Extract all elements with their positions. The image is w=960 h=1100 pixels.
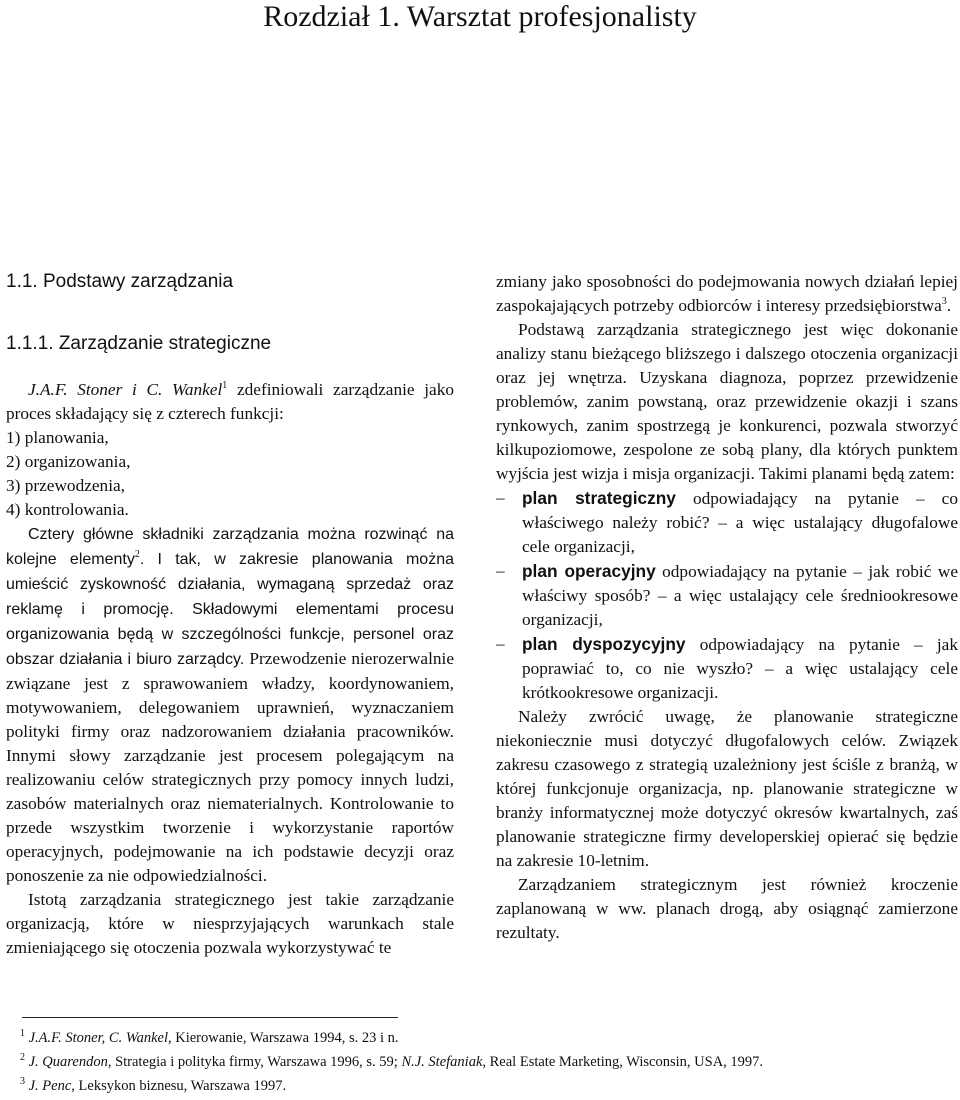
function-item: 1) planowania, xyxy=(6,428,109,447)
footnote-ref-2[interactable]: 2 xyxy=(134,549,140,561)
footnote-2 xyxy=(20,1050,950,1074)
plan-item xyxy=(496,486,958,559)
authors-stoner-wankel: J.A.F. Stoner i C. Wankel xyxy=(28,380,223,399)
footnote-text: , Leksykon biznesu, Warszawa 1997. xyxy=(71,1078,287,1094)
plan-term: plan dyspozycyjny xyxy=(522,634,686,654)
footnote-text-second: , Real Estate Marketing, Wisconsin, USA, 1997. xyxy=(482,1054,764,1070)
dash-marker: – xyxy=(496,561,505,580)
footnote-author: J. Penc xyxy=(28,1078,72,1094)
plan-description: odpowiadający na pytanie – jak robić we właściwy sposób? – a więc ustalający cele średniookresowe organizacji, xyxy=(522,562,959,629)
footnote-author: J. Quarendon xyxy=(28,1054,108,1070)
footnote-author: J.A.F. Stoner, C. Wankel xyxy=(28,1030,168,1046)
plan-description: odpowiadający na pytanie – jak poprawiać to, co nie wyszło? – a więc ustalający cele krótkookresowe organizacji. xyxy=(522,635,958,702)
footnote-ref-3[interactable]: 3 xyxy=(941,296,947,308)
footnote-author-second: N.J. Stefaniak xyxy=(401,1054,483,1070)
footnote-text: , Strategia i polityka firmy, Warszawa 1996, s. 59; xyxy=(107,1054,402,1070)
paragraph-continuation xyxy=(496,270,958,318)
paragraph-continuation-end: . xyxy=(946,296,952,315)
plan-term: plan strategiczny xyxy=(522,488,676,508)
function-item: 4) kontrolowania. xyxy=(6,500,129,519)
footnote-number: 1 xyxy=(20,1028,25,1040)
paragraph-continuation-text: zmiany jako sposobności do podejmowania nowych działań lepiej zaspokajających potrzeby odbiorców i interesy przedsiębiorstwa xyxy=(496,272,958,315)
footnote-divider xyxy=(22,1017,398,1018)
footnote-text: , Kierowanie, Warszawa 1994, s. 23 i n. xyxy=(167,1030,399,1046)
dash-marker: – xyxy=(496,488,505,507)
footnote-3 xyxy=(20,1074,950,1098)
paragraph-definition-text: zdefiniowali zarządzanie jako proces składający się z czterech funkcji: xyxy=(6,380,455,423)
paragraph-essence: Istotą zarządzania strategicznego jest takie zarządzanie organizacją, które w niesprzyjających warunkach stale zmieniającego się otoczenia pozwala wykorzystywać te xyxy=(6,890,454,957)
footnote-1 xyxy=(20,1026,950,1050)
plan-item xyxy=(496,632,958,705)
paragraph-components-text: Cztery główne składniki zarządzania można rozwinąć na kolejne elementy xyxy=(6,526,454,568)
dash-marker: – xyxy=(496,634,505,653)
paragraph-components xyxy=(6,522,454,888)
plan-term: plan operacyjny xyxy=(522,561,656,581)
footnote-number: 2 xyxy=(20,1052,25,1064)
subsection-heading: 1.1.1. Zarządzanie strategiczne xyxy=(6,333,272,354)
left-column xyxy=(6,270,454,960)
paragraph-components-serif: Przewodzenie nierozerwalnie związane jest z sprawowaniem władzy, koordynowaniem, motywowaniem, delegowaniem uprawnień, wyznaczaniem polityki firmy oraz nadzorowaniem działania pracowników. Innymi słowy zarządzanie jest procesem polegającym na realizowaniu celów strategicznych przy pomocy innych ludzi, zasobów materialnych oraz niematerialnych. Kontrolowanie to przede wszystkim tworzenie i wykorzystanie raportów operacyjnych, podejmowanie na ich podstawie decyzji oraz ponoszenie za nie odpowiedzialności. xyxy=(6,649,455,885)
function-item: 3) przewodzenia, xyxy=(6,476,125,495)
footnote-ref-1[interactable]: 1 xyxy=(222,380,228,392)
paragraph-note: Należy zwrócić uwagę, że planowanie strategiczne niekoniecznie musi dotyczyć długofalowych celów. Związek zakresu czasowego z strategią uzależniony jest ściśle z branżą, w której funkcjonuje organizacja, np. planowanie strategiczne w branży informatycznej może dotyczyć okresów kwartalnych, zaś planowanie strategiczne firmy developerskiej opierać się będzie na zakresie 10-letnim. xyxy=(496,707,958,870)
paragraph-components-rest: . I tak, w zakresie planowania można umieścić zyskowność działania, wymaganą sprzedaż oraz reklamę i promocję. Składowymi elementami procesu organizowania będą w szczególności funkcje, personel oraz obszar działania i biuro zarządcy. xyxy=(6,551,454,668)
footnotes xyxy=(20,1026,950,1098)
function-item: 2) organizowania, xyxy=(6,452,131,471)
plan-description: odpowiadający na pytanie – co właściwego należy robić? – a więc ustalający długofalowe cele organizacji, xyxy=(522,489,958,556)
right-column xyxy=(496,270,958,945)
paragraph-definition xyxy=(6,378,454,426)
plans-list xyxy=(496,486,958,705)
paragraph-conclusion: Zarządzaniem strategicznym jest również kroczenie zaplanowaną w ww. planach drogą, aby osiągnąć zamierzone rezultaty. xyxy=(496,875,958,942)
footnote-number: 3 xyxy=(20,1076,25,1088)
section-heading: 1.1. Podstawy zarządzania xyxy=(6,271,234,292)
paragraph-basis: Podstawą zarządzania strategicznego jest więc dokonanie analizy stanu bieżącego bliższego i dalszego otoczenia organizacji oraz jej wnętrza. Uzyskana diagnoza, poprzez przewidzenie problemów, zanim powstaną, oraz przewidzenie okazji i szans rynkowych, zanim spostrzegą je konkurenci, pozwala stworzyć kilkupoziomowe, zespolone ze sobą plany, dla których punktem wyjścia jest wizja i misja organizacji. Takimi planami będą zatem: xyxy=(496,320,958,483)
plan-item xyxy=(496,559,958,632)
chapter-title: Rozdział 1. Warsztat profesjonalisty xyxy=(263,0,697,33)
